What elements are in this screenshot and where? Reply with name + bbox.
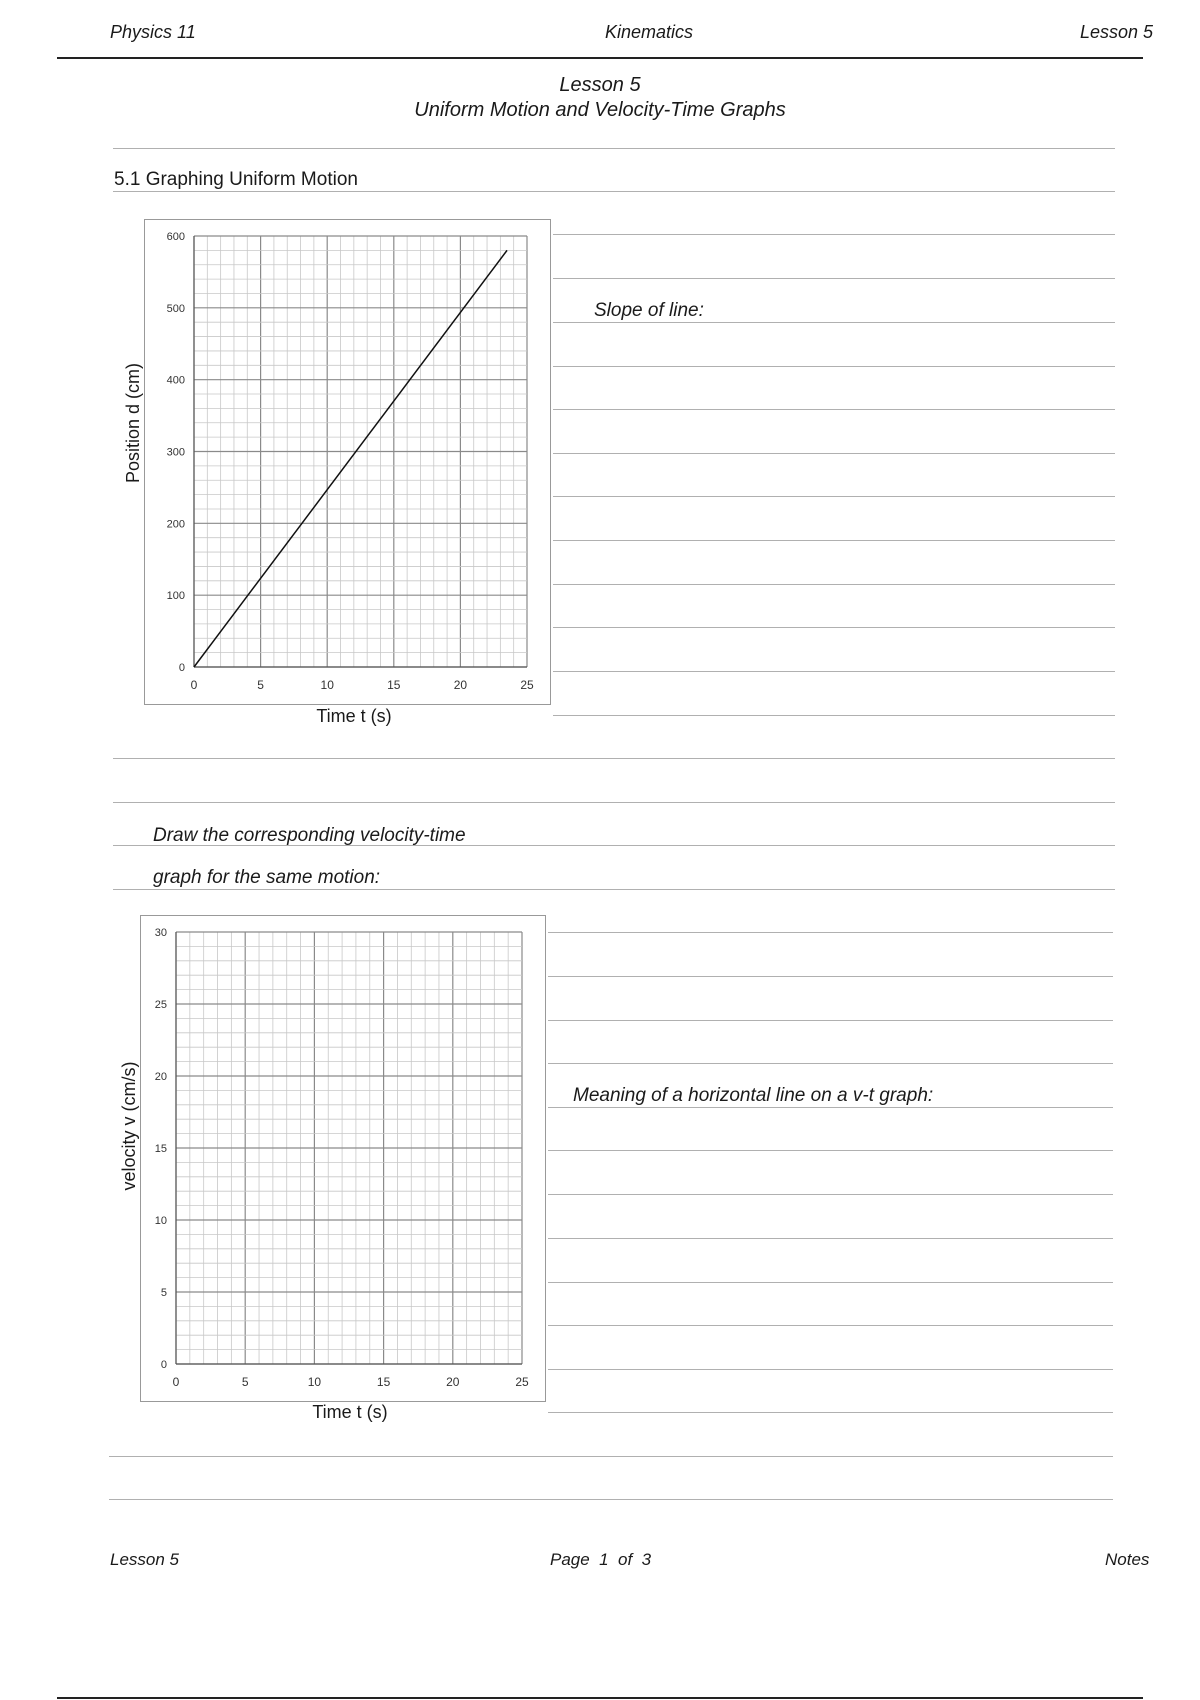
ruled-line (548, 1194, 1113, 1195)
ruled-line (553, 627, 1115, 628)
y-tick-label: 30 (154, 927, 167, 939)
ruled-line (548, 1150, 1113, 1151)
x-tick-label: 0 (190, 678, 198, 692)
header-unit: Kinematics (605, 22, 694, 42)
y-tick-label: 200 (166, 518, 185, 531)
ruled-line (113, 758, 1115, 759)
x-tick-label: 15 (376, 1375, 391, 1389)
ruled-line (553, 366, 1115, 367)
header-course: Physics 11 (110, 22, 196, 42)
ruled-line (109, 1499, 1113, 1500)
position-time-graph (144, 219, 551, 705)
ruled-line (113, 191, 1115, 192)
y-tick-label: 100 (166, 590, 185, 603)
ruled-line (553, 671, 1115, 672)
y-tick-label: 20 (154, 1071, 167, 1083)
draw-prompt-line2: graph for the same motion: (153, 867, 381, 888)
ruled-line (548, 1325, 1113, 1326)
ruled-line (553, 322, 1115, 323)
y-tick-label: 500 (166, 302, 185, 315)
x-tick-label: 0 (172, 1375, 180, 1389)
y-tick-label: 300 (166, 446, 185, 459)
ruled-line (553, 584, 1115, 585)
bottom-rule (57, 1697, 1143, 1699)
y-tick-label: 15 (154, 1143, 167, 1155)
footer-lesson: Lesson 5 (110, 1550, 179, 1569)
chart1-xlabel: Time t (s) (316, 706, 392, 726)
ruled-line (548, 932, 1113, 933)
y-tick-label: 400 (166, 374, 185, 387)
draw-prompt-line1: Draw the corresponding velocity-time (153, 825, 466, 846)
x-tick-label: 5 (257, 678, 264, 692)
y-tick-label: 10 (154, 1215, 167, 1227)
x-tick-label: 25 (515, 1375, 529, 1389)
ruled-line (548, 1282, 1113, 1283)
section-heading: 5.1 Graphing Uniform Motion (114, 169, 358, 190)
y-tick-label: 0 (178, 662, 185, 674)
x-tick-label: 15 (387, 678, 401, 692)
x-tick-label: 20 (446, 1375, 460, 1389)
ruled-line (548, 1020, 1113, 1021)
ruled-line (113, 889, 1115, 890)
ruled-line (553, 496, 1115, 497)
ruled-line (553, 453, 1115, 454)
position-time-chart (145, 220, 550, 704)
chart2-ylabel: velocity v (cm/s) (119, 1061, 139, 1191)
slope-prompt: Slope of line: (594, 300, 704, 321)
velocity-time-graph (140, 915, 546, 1402)
ruled-line (548, 1369, 1113, 1370)
grid (194, 236, 527, 667)
ruled-line (548, 976, 1113, 977)
ruled-line (548, 1107, 1113, 1108)
y-tick-label: 25 (154, 999, 167, 1011)
x-tick-label: 10 (307, 1375, 322, 1389)
lesson-subtitle: Uniform Motion and Velocity-Time Graphs (414, 99, 786, 121)
ruled-line (553, 278, 1115, 279)
velocity-time-chart (141, 916, 545, 1401)
chart1-ylabel: Position d (cm) (123, 362, 143, 484)
ruled-line (109, 1456, 1113, 1457)
meaning-prompt: Meaning of a horizontal line on a v-t graph: (573, 1085, 934, 1106)
footer-notes: Notes (1105, 1550, 1150, 1569)
footer-page-number: Page 1 of 3 (550, 1550, 652, 1569)
y-tick-label: 5 (160, 1287, 167, 1299)
ruled-line (113, 802, 1115, 803)
ruled-line (113, 148, 1115, 149)
ruled-line (553, 234, 1115, 235)
x-tick-label: 20 (453, 678, 468, 692)
lesson-title: Lesson 5 (559, 74, 641, 96)
x-tick-label: 25 (520, 678, 534, 692)
ruled-line (553, 540, 1115, 541)
header-rule (57, 57, 1143, 59)
x-tick-label: 5 (241, 1375, 249, 1389)
x-tick-label: 10 (320, 678, 334, 692)
ruled-line (548, 1063, 1113, 1064)
y-tick-label: 0 (160, 1359, 167, 1371)
y-tick-label: 600 (166, 231, 185, 243)
ruled-line (548, 1238, 1113, 1239)
chart2-xlabel: Time t (s) (312, 1402, 388, 1422)
header-lesson: Lesson 5 (1080, 22, 1154, 42)
ruled-line (553, 409, 1115, 410)
grid (176, 932, 522, 1364)
ruled-line (553, 715, 1115, 716)
ruled-line (548, 1412, 1113, 1413)
